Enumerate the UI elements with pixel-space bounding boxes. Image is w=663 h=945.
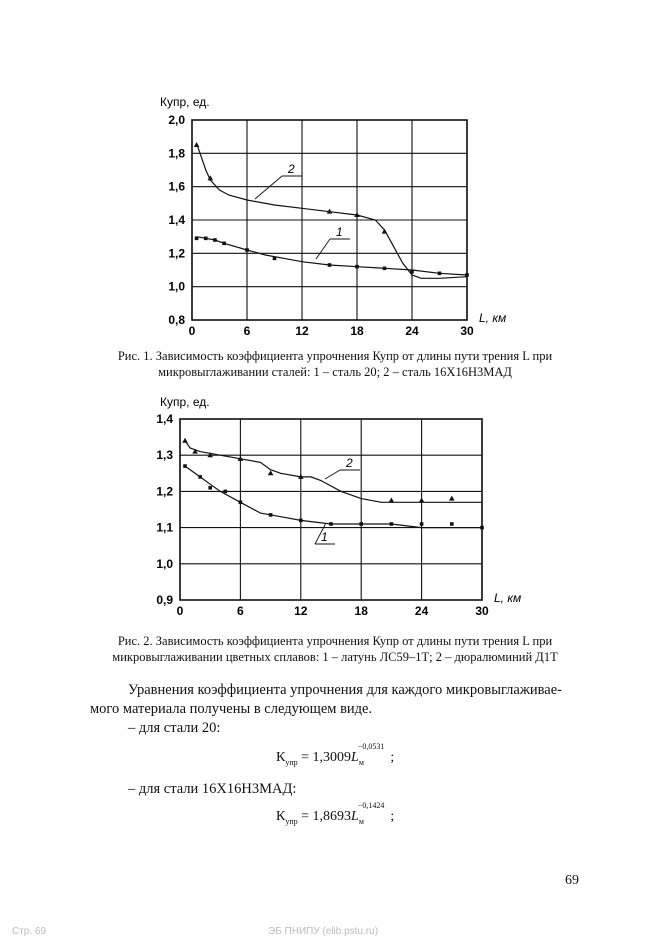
caption-line-1: Рис. 2. Зависимость коэффициента упрочнения Купр от длины пути трения L при [117, 634, 553, 648]
series-1-point [420, 522, 424, 526]
series-1-point [204, 237, 208, 241]
series-2-point [268, 470, 274, 475]
series-1-point [273, 257, 277, 261]
x-axis-label: L, км [479, 311, 507, 325]
y-tick-label: 1,6 [168, 179, 185, 194]
y-tick-label: 2,0 [168, 113, 185, 127]
series-1-point [390, 522, 394, 526]
y-axis-label: Купр, ед. [160, 95, 210, 109]
paragraph-line-2: мого материала получены в следующем виде. [90, 701, 373, 717]
figure-2-chart [140, 392, 540, 624]
series-label: 1 [336, 225, 343, 239]
series-1-point [222, 242, 226, 246]
series-2-point [389, 497, 395, 502]
series-1-point [245, 248, 249, 252]
series-1-leader [316, 239, 330, 259]
series-2-point [182, 438, 188, 443]
y-tick-label: 1,8 [168, 146, 185, 161]
series-2-line [185, 441, 482, 503]
y-tick-label: 1,3 [156, 448, 173, 463]
series-2-point [419, 497, 425, 502]
y-axis-label: Купр, ед. [160, 395, 210, 409]
series-1-point [359, 522, 363, 526]
x-tick-label: 30 [475, 604, 489, 618]
series-label: 2 [288, 162, 295, 176]
y-tick-label: 1,2 [168, 246, 185, 261]
x-tick-label: 0 [188, 324, 196, 338]
series-1-point [438, 272, 442, 276]
x-tick-label: 0 [176, 604, 184, 618]
series-1-line [185, 466, 482, 527]
x-tick-label: 18 [354, 604, 368, 618]
page-number: 69 [565, 873, 579, 888]
caption-line-2: микровыглаживании цветных сплавов: 1 – латунь ЛС59–1Т; 2 – дюралюминий Д1Т [112, 650, 558, 664]
series-1-point [224, 490, 228, 494]
series-1-point [355, 265, 359, 269]
series-2-point [382, 229, 388, 234]
series-1-point [329, 522, 333, 526]
series-1-line [197, 237, 467, 275]
x-axis-label: L, км [494, 591, 522, 605]
series-2-point [194, 142, 200, 147]
x-tick-label: 30 [460, 324, 474, 338]
series-1-point [383, 267, 387, 271]
series-1-point [480, 526, 484, 530]
footer-page-label: Стр. 69 [12, 926, 47, 937]
y-tick-label: 1,0 [156, 556, 173, 571]
y-tick-label: 1,0 [168, 279, 185, 294]
series-1-point [208, 486, 212, 490]
paragraph-line-1: Уравнения коэффициента упрочнения для каждого микровыглаживае- [128, 682, 562, 698]
caption-line-1: Рис. 1. Зависимость коэффициента упрочнения Купр от длины пути трения L при [117, 349, 553, 363]
x-tick-label: 12 [294, 604, 308, 618]
series-label: 1 [321, 530, 328, 544]
series-1-point [183, 464, 187, 468]
figure-1-caption [95, 348, 575, 380]
x-tick-label: 24 [414, 604, 429, 618]
series-2-leader [325, 470, 340, 479]
list-item-steel-20: – для стали 20: [128, 720, 221, 736]
y-tick-label: 1,4 [156, 412, 173, 426]
x-tick-label: 12 [295, 324, 309, 338]
series-1-point [198, 475, 202, 479]
figure-2-caption [95, 633, 575, 665]
x-tick-label: 6 [243, 324, 251, 338]
series-1-point [239, 500, 243, 504]
plot-frame [180, 419, 482, 600]
series-2-point [449, 496, 455, 501]
series-1-point [450, 522, 454, 526]
footer-library-label: ЭБ ПНИПУ (elib.pstu.ru) [268, 926, 379, 937]
y-tick-label: 1,2 [156, 484, 173, 499]
y-tick-label: 0,9 [156, 593, 173, 607]
x-tick-label: 24 [405, 324, 419, 338]
x-tick-label: 18 [350, 324, 364, 338]
series-2-line [197, 143, 467, 278]
y-tick-label: 0,8 [168, 313, 185, 327]
series-1-point [213, 238, 217, 242]
formula-steel-16: $К_{упр} = 1,8693L_м^{-0,1424}$; [276, 801, 395, 826]
series-label: 2 [346, 456, 353, 470]
series-2-leader [255, 176, 282, 199]
y-tick-label: 1,4 [168, 213, 185, 227]
series-1-point [299, 519, 303, 523]
series-1-point [269, 513, 273, 517]
x-tick-label: 6 [237, 604, 244, 618]
series-1-point [328, 263, 332, 267]
figure-1-chart [140, 88, 540, 338]
list-item-steel-16: – для стали 16Х16Н3МАД: [128, 781, 297, 797]
series-1-point [195, 237, 199, 241]
formula-steel-20: $К_{упр} = 1,3009L_м^{-0,0531}$; [276, 742, 395, 767]
caption-line-2: микровыглаживании сталей: 1 – сталь 20; 2 – сталь 16Х16Н3МАД [158, 365, 512, 379]
y-tick-label: 1,1 [156, 520, 173, 535]
